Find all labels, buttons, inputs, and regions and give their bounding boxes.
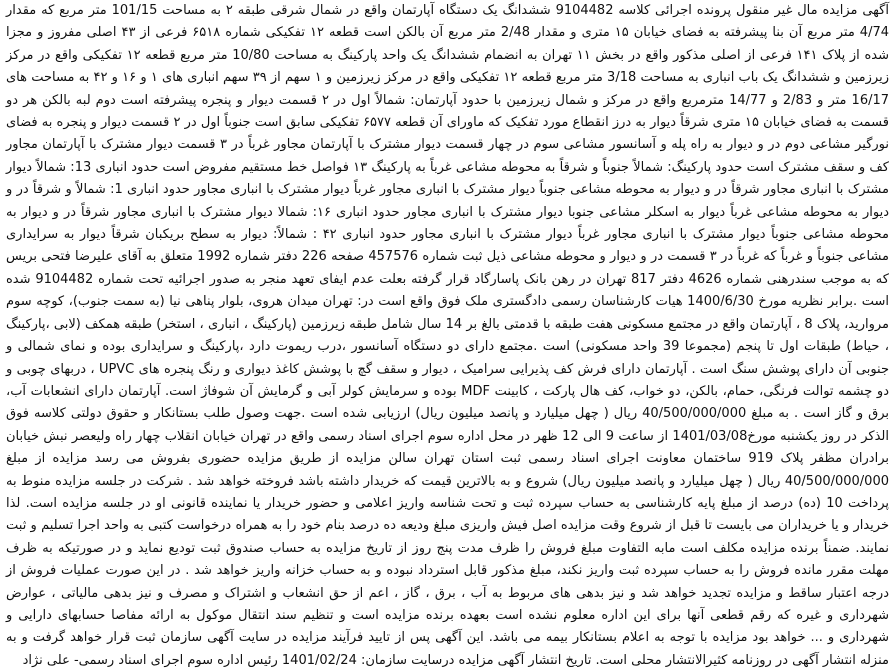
notice-body: آگهی مزایده مال غیر منقول پرونده اجرائی کلاسه 9104482 ششدانگ یک دستگاه آپارتمان واقع در شمال شرقی طبقه ۲ به مساحت 101/15 متر مربع که مقدار 4/74 متر مربع آن بنا پیشرفته به فضای خیابان ۱۵ متری و مقدار 2/48 متر مربع آن بالکن است قطعه ۱۲ تفکیکی شماره ۶۵۱۸ فرعی از ۴۳ اصلی مفروز و مجزا شده از پلاک ۱۴۱ فرعی از اصلی مذکور واقع در بخش ۱۱ تهران به انضمام ششدانگ یک واحد پارکینگ به مساحت 10/80 متر مربع قطعه ۱۲ تفکیکی واقع در مرکز زیرزمین و ششدانگ یک باب انباری به مساحت 3/18 متر مربع قطعه ۱۲ تفکیکی واقع در مرکز زیرزمین و ۱ سهم از ۳۹ سهم انباری های ۱ و ۱۶ و ۴۲ به مساحت های 16/17 متر و 2/83 و 14/77 مترمربع واقع در مرکز و شمال زیرزمین با حدود آپارتمان: شمالاً اول در ۲ قسمت دیوار و پنجره پیشرفته است دوم لبه بالکن هر دو قسمت به فضای خیابان ۱۵ متری شرقاً دیوار به درز انقطاع مورد تفکیک که ماورای آن قطعه ۶۵۷۷ تفکیکی سابق است جنوباً اول در ۲ قسمت دیوار و پنجره به فضای نورگیر مشاعی دوم در و دیوار به راه پله و آسانسور مشاعی سوم در چهار قسمت دیوار مشترک با آپارتمان مجاور غرباً در ۳ قسمت دیوار مشترک با آپارتمان مجاور کف و سقف مشترک است حدود پارکینگ: شمالاً جنوباً و شرقاً به محوطه مشاعی غرباً به پارکینگ ۱۳ فواصل خط مستقیم مفروض است حدود انباری 13: شمالاً دیوار مشترک با انباری مجاور شرقاً در و دیوار به محوطه مشاعی جنوباً دیوار مشترک با انباری مجاور غرباً دیوار مشترک با انباری مجاور حدود انباری 1: شمالاً و شرقاً در و دیوار به محوطه مشاعی غرباً دیوار به اسکلر مشاعی جنوبا دیوار مشترک با انباری مجاور حدود انباری ۱۶: شمالا دیوار مشترک با انباری مجاور شرقاً در و دیوار به محوطه مشاعی جنوباً دیوار مشترک با انباری مجاور غرباً دیوار مشترک با انباری مجاور حدود انباری ۴۲ : شمالاً: دیوار به سطح بریکبان شرقاً دیوار به سرایداری مشاعی جنوباً و غرباً که غرباً در ۳ قسمت در و دیوار و محوطه مشاعی ذیل ثبت شماره 457576 صفحه 226 دفتر شماره 1992 متعلق به آقای علیرضا فتحی بریس که به موجب سندرهنی شماره 4626 دفتر 817 تهران در رهن بانک پاسارگاد قرار گرفته بعلت عدم ایفای تعهد منجر به صدور اجرائیه تحت شماره 9104482 شده است .برابر نظریه مورخ 1400/6/30 هیات کارشناسان رسمی دادگستری ملک فوق واقع است در: تهران میدان هروی، بلوار پناهی نیا (به سمت جنوب)، کوچه سوم مروارید، پلاک 8 ، آپارتمان واقع در مجتمع مسکونی هفت طبقه با قدمتی بالغ بر 14 سال شامل طبقه زیرزمین (پارکینگ ، انباری ، استخر) طبقه همکف (لابی ،پارکینگ ، حیاط) طبقات اول تا پنجم (مجموعا 39 واحد مسکونی) است .مجتمع دارای دو دستگاه آسانسور ،درب ریموت دارد ،پارکینگ و سرایداری بوده و نمای شمالی و جنوبی آن دارای پوشش سنگ است . آپارتمان دارای فرش کف پذیرایی سرامیک ، دیوار و سقف گچ با پوشش کاغذ دیواری و رنگ پنجره های UPVC ، دربهای چوبی و دو چشمه توالت فرنگی، حمام، بالکن، دو خواب، کف هال پارکت ، کابینت MDF بوده و سرمایش کولر آبی و گرمایش آن شوفاژ است. آپارتمان دارای انشعابات آب، برق و گاز است . به مبلغ 40/500/000/000 ریال ( چهل میلیارد و پانصد میلیون ریال) ارزیابی شده است .جهت وصول طلب بستانکار و حقوق دولتی کلاسه فوق الذکر در روز یکشنبه مورخ1401/03/08 از ساعت 9 الی 12 ظهر در محل اداره سوم اجرای اسناد رسمی واقع در تهران خیابان انقلاب چهار راه ولیعصر نبش خیابان برادران مظفر پلاک 919 ساختمان معاونت اجرای اسناد رسمی ثبت استان تهران سالن مزایده از طریق مزایده حضوری بفروش می رسد مزایده از مبلغ 40/500/000/000 ریال ( چهل میلیارد و پانصد میلیون ریال) شروع و به بالاترین قیمت که خریدار داشته باشد فروخته خواهد شد . شرکت در جلسه مزایده منوط به پرداخت 10 (ده) درصد از مبلغ پایه کارشناسی به حساب سپرده ثبت و تحت شناسه واریز اعلامی و حضور خریدار یا نماینده قانونی او در جلسه مزایده است. لذا خریدار و یا خریداران می بایست تا قبل از شروع وقت مزایده اصل فیش واریزی مبلغ ودیعه ده درصد بنام خود را به همراه درخواست کتبی به واحد اجرا تسلیم و ثبت نمایند. ضمناً برنده مزایده مکلف است مابه التفاوت مبلغ فروش را ظرف مدت پنج روز از تاریخ مزایده به حساب صندوق ثبت تودیع نماید و در صورتیکه به ظرف مهلت مقرر مانده فروش را به حساب سپرده ثبت واریز نکند، مبلغ مذکور قابل استرداد نبوده و به حساب خزانه واریز خواهد شد . در این صورت عملیات فروش از درجه اعتبار ساقط و مزایده تجدید خواهد شد و نیز بدهی های مربوط به آب ، برق ، گاز ، اعم از حق انشعاب و اشتراک و مصرف و نیز بدهی مالیاتی ، عوارض شهرداری و غیره که رقم قطعی آنها برای این اداره معلوم نشده است بعهده برنده مزایده است و تنظیم سند انتقال موکول به ارائه مفاصا حسابهای دارایی و شهرداری و ... خواهد بود مزایده با توجه به اعلام بستانکار بیمه می باشد. این آگهی پس از تایید فرآیند مزایده در سایت آگهی سازمان ثبت قرار خواهد گرفت و به منزله انتشار آگهی در روزنامه کثیرالانتشار محلی است. تاریخ انتشار آگهی مزایده درسایت سازمان: 1401/02/24 رئیس اداره سوم اجرای اسناد رسمی- علی نژاد bbox=[6, 3, 890, 668]
